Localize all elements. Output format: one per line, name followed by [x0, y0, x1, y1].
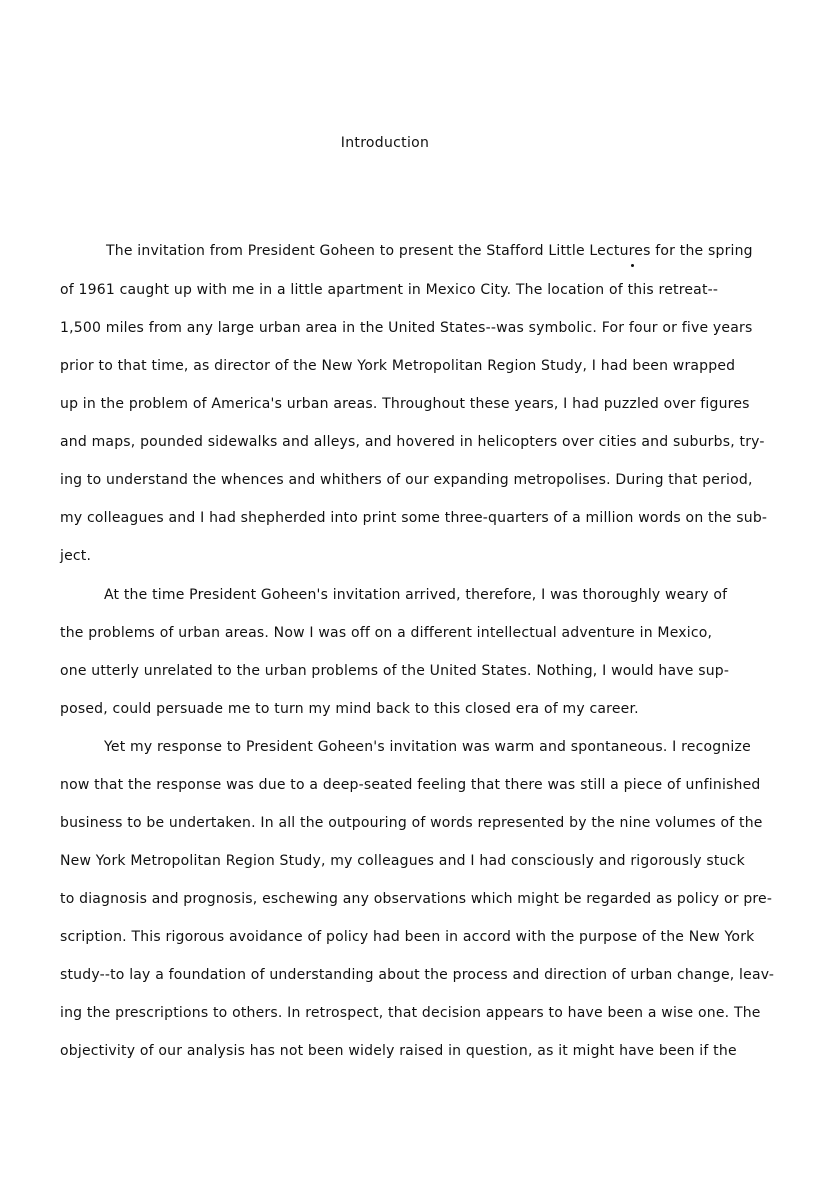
text-line: Yet my response to President Goheen's invitation was warm and spontaneous. I recognize: [104, 739, 751, 755]
text-line: ject.: [60, 548, 92, 564]
text-line: business to be undertaken. In all the outpouring of words represented by the nine volumes of the: [60, 815, 763, 831]
text-line: 1,500 miles from any large urban area in the United States--was symbolic. For four or five years: [60, 320, 753, 336]
text-line: ing the prescriptions to others. In retrospect, that decision appears to have been a wise one. The: [60, 1005, 761, 1021]
text-line: scription. This rigorous avoidance of policy had been in accord with the purpose of the New York: [60, 929, 755, 945]
text-line: the problems of urban areas. Now I was off on a different intellectual adventure in Mexico,: [60, 625, 713, 641]
text-line: New York Metropolitan Region Study, my colleagues and I had consciously and rigorously stuck: [60, 853, 745, 869]
text-line: my colleagues and I had shepherded into print some three-quarters of a million words on the sub-: [60, 510, 768, 526]
text-line: and maps, pounded sidewalks and alleys, and hovered in helicopters over cities and suburbs, try-: [60, 434, 765, 450]
text-line: of 1961 caught up with me in a little apartment in Mexico City. The location of this retreat--: [60, 282, 719, 298]
text-line: now that the response was due to a deep-seated feeling that there was still a piece of unfinished: [60, 777, 761, 793]
text-line: up in the problem of America's urban areas. Throughout these years, I had puzzled over figures: [60, 396, 750, 412]
scan-speck: [631, 264, 634, 267]
text-line: to diagnosis and prognosis, eschewing any observations which might be regarded as policy or pre-: [60, 891, 773, 907]
text-line: study--to lay a foundation of understanding about the process and direction of urban change, leav-: [60, 967, 775, 983]
text-line: At the time President Goheen's invitation arrived, therefore, I was thoroughly weary of: [104, 587, 728, 603]
text-line: posed, could persuade me to turn my mind back to this closed era of my career.: [60, 701, 639, 717]
text-line: one utterly unrelated to the urban problems of the United States. Nothing, I would have sup-: [60, 663, 730, 679]
page-title: Introduction: [340, 135, 430, 151]
text-line: prior to that time, as director of the New York Metropolitan Region Study, I had been wrapped: [60, 358, 736, 374]
text-line: ing to understand the whences and whithers of our expanding metropolises. During that period,: [60, 472, 753, 488]
text-line: objectivity of our analysis has not been widely raised in question, as it might have been if the: [60, 1043, 737, 1059]
text-line: The invitation from President Goheen to present the Stafford Little Lectures for the spring: [106, 243, 753, 259]
